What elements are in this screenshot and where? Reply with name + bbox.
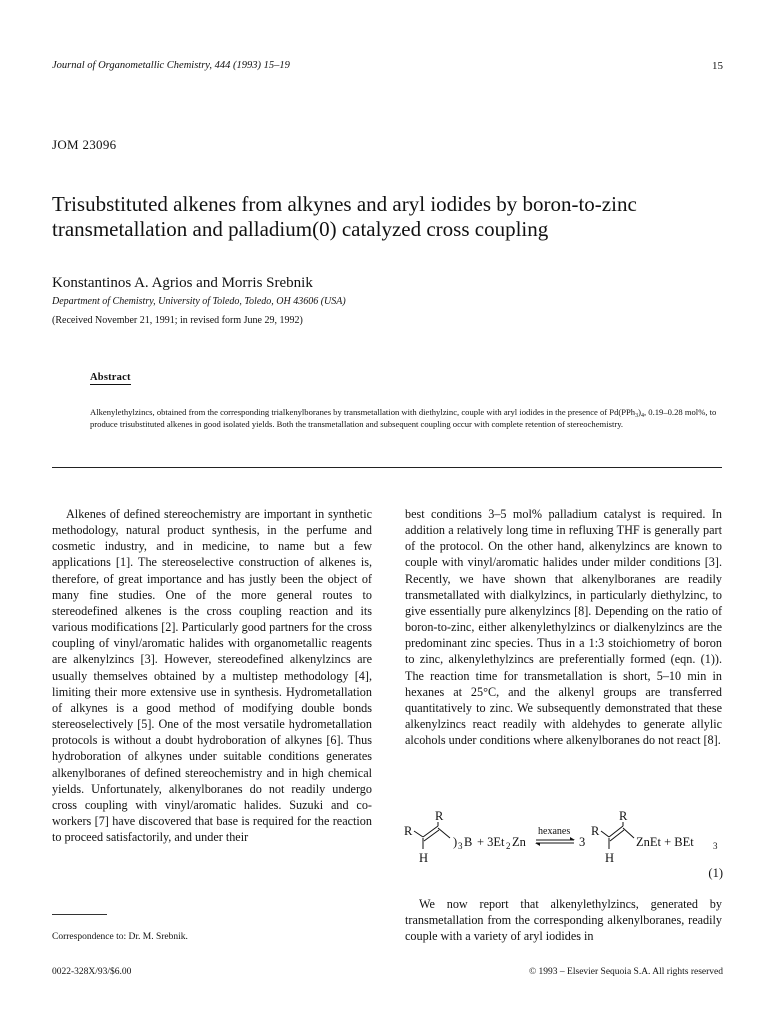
eq-condition: hexanes <box>538 826 571 837</box>
eq-borane-close: ) <box>453 835 458 849</box>
correspondence-footnote: Correspondence to: Dr. M. Srebnik. <box>52 932 188 942</box>
body-paragraph: We now report that alkenylethylzincs, generated by transmetallation from the corresponding alkenylboranes, readily couple with a variety of aryl iodides in <box>405 897 722 944</box>
eq-borane-b: B <box>464 835 473 849</box>
eq-reagent-zn: Zn <box>512 835 526 849</box>
body-column-right <box>405 506 722 748</box>
page-number: 15 <box>712 60 723 72</box>
eq-product: ZnEt + BEt <box>636 835 694 849</box>
article-code: JOM 23096 <box>52 137 117 152</box>
eq-r-top-right: R <box>619 809 628 823</box>
eq-bond <box>423 826 438 837</box>
eq-bond <box>424 830 439 841</box>
body-paragraph: Alkenes of defined stereochemistry are important in synthetic methodology, natural product synthesis, in the perfume and cosmetic industry, and in medicine, to name but a few applications [1]. The stereoselective construction of alkenes is, therefore, of great importance and has justly been the object of many fine studies. One of the more general routes to stereodefined alkenes is the cross coupling reaction and its various modifications [2]. Particularly good partners for the cross coupling of vinyl/aromatic halides with organometallic reagents are alkenylzincs [3]. However, stereodefined alkenylzincs are usually themselves obtained by a multistep methodology [4], limiting their more extensive use in synthesis. Hydrometallation of alkynes is a good method of modifying double bonds stereoselectively [5]. One of the most versatile hydrometallation protocols is without a doubt hydroboration of alkynes [6]. Thus hydroboration of alkynes under suitable conditions generates alkenylboranes of defined stereochemistry and in high chemical yields. Unfortunately, alkenylboranes do not readily undergo cross coupling with vinyl/aromatic halides. Suzuki and co-workers [7] have discovered that base is required for the reaction to proceed satisfactorily, and under their <box>52 507 372 845</box>
equation-1 <box>402 808 724 888</box>
abstract-subscript: 3 <box>635 413 639 419</box>
authors: Konstantinos A. Agrios and Morris Srebnik <box>52 275 313 291</box>
journal-code: 0022-328X/93/$6.00 <box>52 967 132 977</box>
eq-bond <box>623 828 634 838</box>
article-title: Trisubstituted alkenes from alkynes and aryl iodides by boron-to-zinc transmetallation and palladium(0) catalyzed cross coupling <box>52 192 637 241</box>
eq-reagent: + 3Et <box>477 835 505 849</box>
body-column-right-continued <box>405 896 722 944</box>
abstract-text-part: ) <box>638 407 641 417</box>
eq-product-sub: 3 <box>713 841 718 851</box>
received-dates: (Received November 21, 1991; in revised form June 29, 1992) <box>52 315 303 326</box>
body-paragraph: best conditions 3–5 mol% palladium catalyst is required. In addition a relatively long time in refluxing THF is generally part of the protocol. On the other hand, alkenylzincs are known to couple with vinyl/aromatic halides under milder conditions [3]. Recently, we have shown that alkenylboranes are readily transmetallated with dialkylzincs, in particularly diethylzinc, to give essentially pure alkenylzincs [8]. Depending on the ratio of boron-to-zinc, either alkenylethylzincs or dialkenylzincs are the predominant zinc species. Thus in a 1:3 stoichiometry of boron to zinc, alkenylethylzincs are preferentially formed (eqn. (1)). The reaction time for transmetallation is short, 5–10 min in hexanes at 25°C, and the alkenyl groups are transferred quantitatively to zinc. We subsequently demonstrated that these alkenylzincs react readily with aldehydes to generate allylic alcohols under conditions where alkenylboranes do not react [8]. <box>405 507 722 748</box>
footnote-divider <box>52 914 107 915</box>
equation-number: (1) <box>708 866 723 880</box>
eq-bond <box>609 826 623 837</box>
eq-bond <box>438 828 450 838</box>
journal-citation: Journal of Organometallic Chemistry, 444 (1993) 15–19 <box>52 60 290 71</box>
eq-r-top-left: R <box>435 809 444 823</box>
eq-bond <box>610 830 624 841</box>
copyright-notice: © 1993 – Elsevier Sequoia S.A. All rights reserved <box>528 967 723 977</box>
eq-bond <box>414 831 423 837</box>
abstract-heading: Abstract <box>90 372 131 383</box>
eq-bond <box>601 831 609 837</box>
abstract-divider <box>52 467 722 468</box>
body-column-left <box>52 506 372 845</box>
eq-r-side-right: R <box>591 824 600 838</box>
abstract-text-part: , 0.19–0.28 mol%, to produce trisubstituted alkenes in good isolated yields. Both the transmetallation and subsequent coupling occur with complete retention of stereochemistry. <box>90 407 717 429</box>
eq-arrowhead <box>570 837 575 840</box>
eq-h-left: H <box>419 851 429 865</box>
eq-arrowhead <box>535 843 540 846</box>
abstract-text-part: Alkenylethylzincs, obtained from the corresponding trialkenylboranes by transmetallation with diethylzinc, couple with aryl iodides in the presence of Pd(PPh <box>90 407 636 417</box>
abstract-subscript: 4 <box>640 413 644 419</box>
eq-reagent-sub: 2 <box>506 841 511 851</box>
abstract-text <box>90 406 720 430</box>
eq-r-side-left: R <box>404 824 413 838</box>
affiliation: Department of Chemistry, University of Toledo, Toledo, OH 43606 (USA) <box>52 296 346 307</box>
eq-h-right: H <box>605 851 615 865</box>
eq-coefficient: 3 <box>579 835 586 849</box>
eq-borane-sub: 3 <box>458 841 463 851</box>
